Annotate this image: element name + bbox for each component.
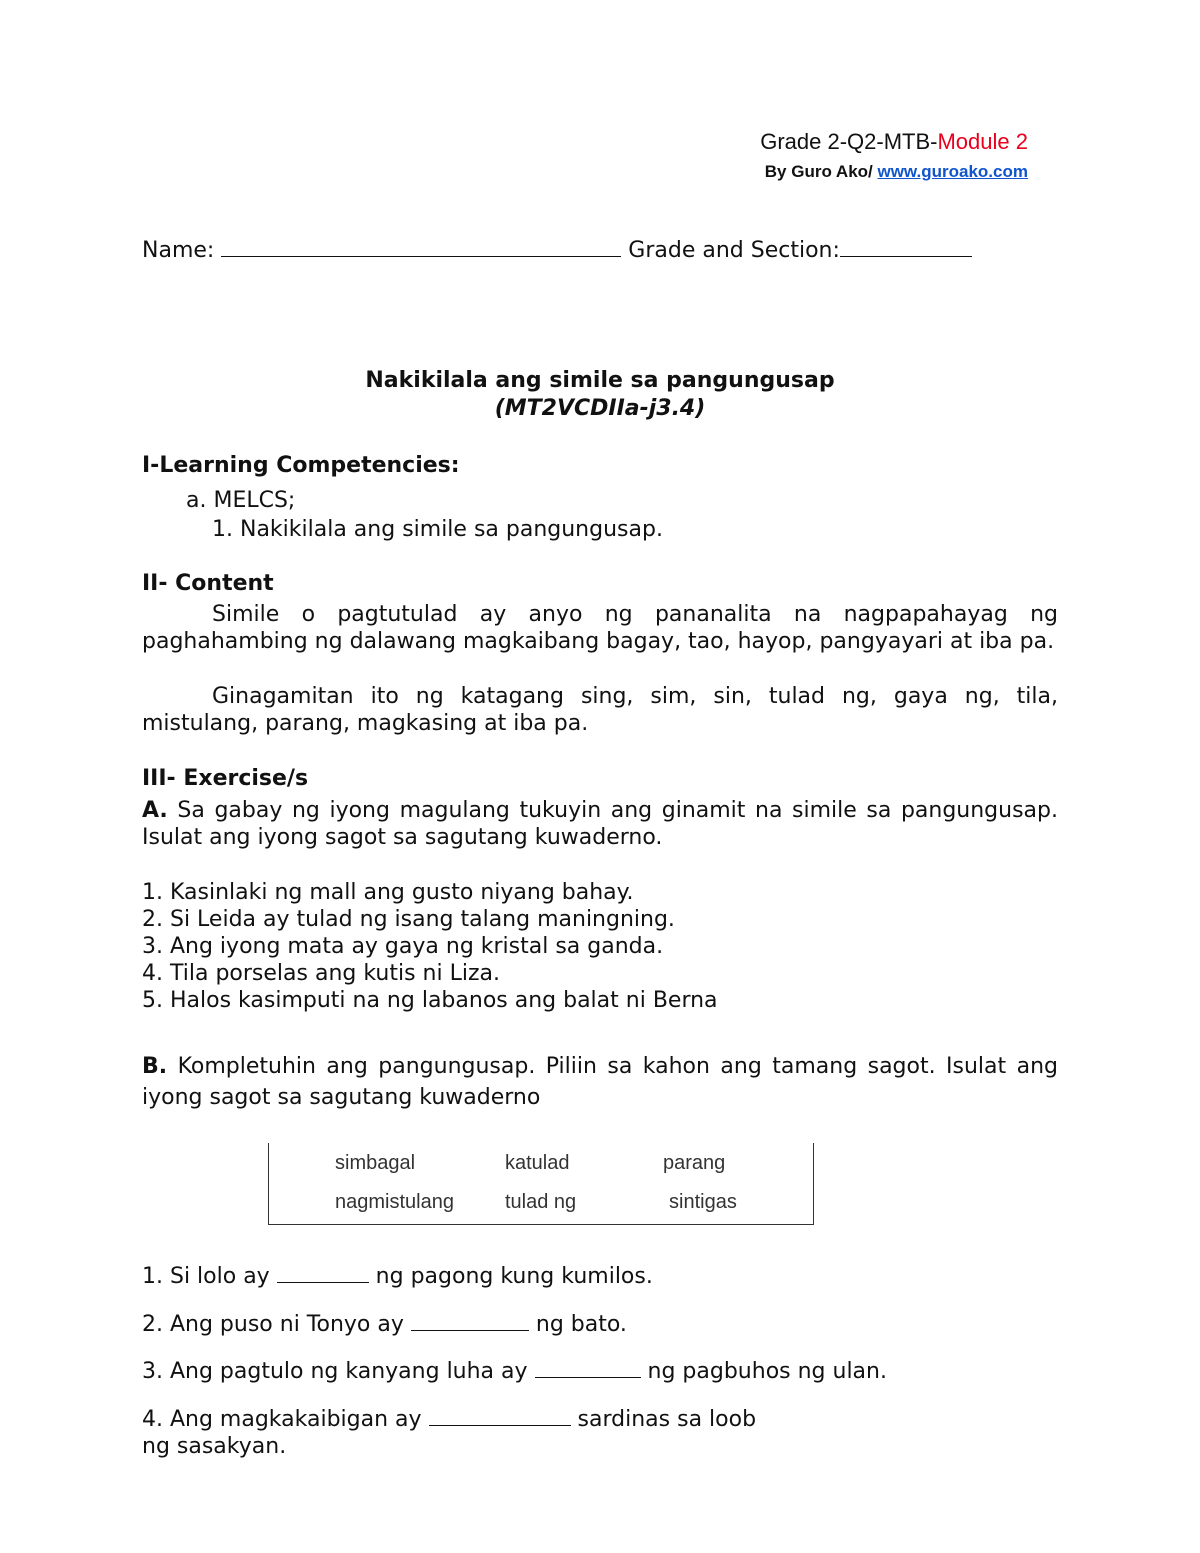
list-item: 1. Kasinlaki ng mall ang gusto niyang bahay. (142, 880, 634, 905)
module-number: Module 2 (937, 129, 1028, 154)
content-paragraph-1: Simile o pagtutulad ay anyo ng pananalita na nagpapahayag ng paghahambing ng dalawang magkaibang bagay, tao, hayop, pangyayari at iba pa. (142, 602, 1058, 654)
item-text: 4. Ang magkakaibigan ay (142, 1407, 429, 1432)
name-field[interactable] (221, 236, 621, 257)
choice-word: sintigas (669, 1191, 737, 1213)
list-item: 4. Tila porselas ang kutis ni Liza. (142, 961, 500, 986)
student-info-line (142, 236, 972, 265)
list-item: 3. Ang iyong mata ay gaya ng kristal sa ganda. (142, 934, 664, 959)
website-link[interactable]: www.guroako.com (877, 162, 1028, 181)
content-paragraph-2: Ginagamitan ito ng katagang sing, sim, sin, tulad ng, gaya ng, tila, mistulang, parang, magkasing at iba pa. (142, 684, 1058, 736)
exercise-b-label: B. (142, 1054, 168, 1079)
exercise-a-text: Sa gabay ng iyong magulang tukuyin ang ginamit na simile sa pangungusap. Isulat ang iyong sagot sa sagutang kuwaderno. (142, 798, 1058, 850)
word-choices-box (268, 1143, 814, 1225)
exercise-b-item (142, 1310, 1058, 1338)
choice-word: simbagal (335, 1152, 416, 1174)
answer-blank[interactable] (535, 1357, 641, 1378)
exercise-a-instruction (142, 797, 1058, 851)
item-text: ng pagong kung kumilos. (368, 1264, 653, 1289)
list-item: 2. Si Leida ay tulad ng isang talang maningning. (142, 907, 675, 932)
choice-word: tulad ng (505, 1191, 577, 1213)
lesson-code: (MT2VCDIIa-j3.4) (494, 396, 706, 421)
module-header (760, 128, 1028, 156)
exercise-b-instruction (142, 1051, 1058, 1113)
exercise-b-item (142, 1357, 1058, 1385)
section1-heading: I-Learning Competencies: (142, 453, 460, 478)
item-text: 2. Ang puso ni Tonyo ay (142, 1312, 411, 1337)
exercise-b-item (142, 1262, 1058, 1290)
exercise-a-list (142, 879, 1058, 1014)
exercise-b-text: Kompletuhin ang pangungusap. Piliin sa kahon ang tamang sagot. Isulat ang iyong sagot sa sagutang kuwaderno (142, 1054, 1058, 1110)
item-text: ng sasakyan. (142, 1434, 287, 1459)
exercise-b-item (142, 1405, 1058, 1460)
section3-heading: III- Exercise/s (142, 766, 309, 791)
section2-heading: II- Content (142, 571, 274, 596)
list-item: 5. Halos kasimputi na ng labanos ang balat ni Berna (142, 988, 718, 1013)
item-text: sardinas sa loob (570, 1407, 757, 1432)
author-text: By Guro Ako/ (764, 162, 878, 181)
module-header-text: Grade 2-Q2-MTB- (760, 129, 938, 154)
choice-word: katulad (505, 1152, 570, 1174)
competency-item: 1. Nakikilala ang simile sa pangungusap. (212, 517, 663, 542)
item-text: ng pagbuhos ng ulan. (640, 1359, 887, 1384)
choice-word: nagmistulang (335, 1191, 454, 1213)
item-text: 1. Si lolo ay (142, 1264, 277, 1289)
lesson-title: Nakikilala ang simile sa pangungusap (365, 368, 835, 393)
answer-blank[interactable] (277, 1262, 369, 1283)
name-label: Name: (142, 238, 222, 263)
answer-blank[interactable] (429, 1405, 571, 1426)
choice-word: parang (663, 1152, 726, 1174)
answer-blank[interactable] (411, 1310, 529, 1331)
melcs-label: a. MELCS; (186, 488, 296, 513)
grade-section-field[interactable] (840, 236, 972, 257)
author-line (765, 160, 1028, 184)
exercise-a-label: A. (142, 798, 168, 823)
item-text: 3. Ang pagtulo ng kanyang luha ay (142, 1359, 535, 1384)
grade-section-label: Grade and Section: (621, 238, 840, 263)
item-text: ng bato. (528, 1312, 627, 1337)
